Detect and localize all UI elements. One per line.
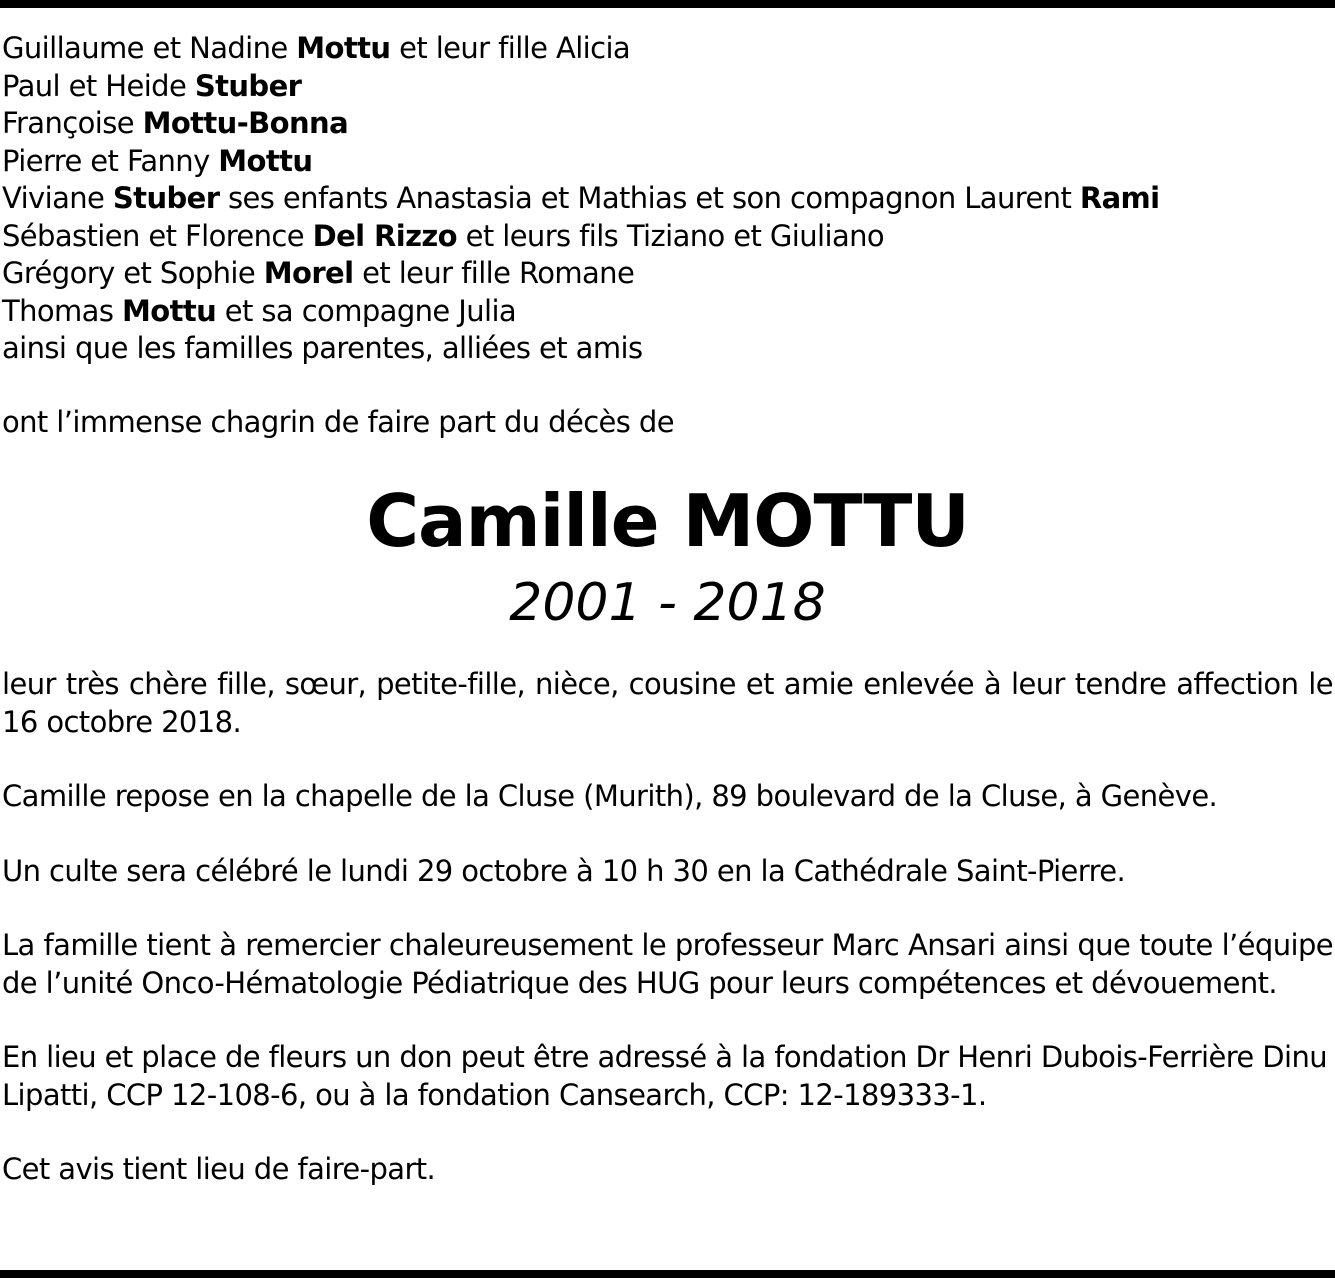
spacer	[2, 741, 1333, 778]
family-line	[2, 255, 1333, 293]
family-line	[2, 105, 1333, 143]
family-text: Sébastien et Florence	[2, 218, 313, 253]
spacer	[2, 816, 1333, 853]
spacer	[2, 368, 1333, 404]
family-line	[2, 293, 1333, 331]
family-text: et leur fille Alicia	[390, 31, 631, 65]
rest-paragraph: Camille repose en la chapelle de la Cluse (Murith), 89 boulevard de la Cluse, à Genève.	[2, 779, 1218, 813]
family-line	[2, 180, 1333, 218]
bottom-rule	[0, 1270, 1335, 1278]
deceased-name: Camille MOTTU	[366, 479, 969, 563]
family-surname: Morel	[263, 256, 354, 290]
top-rule	[0, 0, 1335, 8]
announcement-text: ont l’immense chagrin de faire part du décès de	[2, 404, 674, 439]
thanks-paragraph: La famille tient à remercier chaleureusement le professeur Marc Ansari ainsi que toute l’équipe de l’unité Onco-Hématologie Pédiatrique des HUG pour leurs compétences et dévouement.	[2, 928, 1333, 1000]
family-surname: Stuber	[194, 68, 302, 103]
family-text: Pierre et Fanny	[2, 143, 219, 178]
family-text: et leurs fils Tiziano et Giuliano	[456, 218, 885, 253]
family-surname: Mottu	[122, 293, 217, 328]
family-text: et leur fille Romane	[353, 256, 635, 290]
family-line	[2, 143, 1333, 181]
life-years: 2001 - 2018	[509, 573, 826, 633]
family-line	[2, 30, 1333, 68]
family-text: Guillaume et Nadine	[2, 31, 297, 65]
family-surname: Mottu	[296, 31, 391, 65]
family-text: Viviane	[2, 181, 113, 215]
family-surname: Stuber	[112, 181, 220, 215]
family-text: et sa compagne Julia	[216, 293, 517, 328]
description-paragraph: leur très chère fille, sœur, petite-fille, nièce, cousine et amie enlevée à leur tendre affection le 16 octobre 2018.	[2, 667, 1333, 739]
families-line: ainsi que les familles parentes, alliées et amis	[2, 331, 643, 365]
family-text: Grégory et Sophie	[2, 256, 264, 290]
obituary-notice	[2, 30, 1333, 1189]
spacer	[2, 1114, 1333, 1151]
donation-paragraph: En lieu et place de fleurs un don peut être adressé à la fondation Dr Henri Dubois-Ferrière Dinu Lipatti, CCP 12-108-6, ou à la fondation Cansearch, CCP: 12-189333-1.	[2, 1040, 1328, 1112]
family-text: Paul et Heide	[2, 68, 195, 103]
family-surname: Del Rizzo	[312, 218, 457, 253]
family-text: Thomas	[2, 293, 122, 328]
family-text: Françoise	[2, 106, 143, 140]
family-line	[2, 218, 1333, 256]
service-paragraph: Un culte sera célébré le lundi 29 octobre à 10 h 30 en la Cathédrale Saint-Pierre.	[2, 853, 1126, 888]
family-surname: Mottu-Bonna	[142, 106, 349, 140]
closing-paragraph: Cet avis tient lieu de faire-part.	[2, 1152, 436, 1186]
family-surname: Mottu	[218, 143, 313, 178]
family-text: ses enfants Anastasia et Mathias et son compagnon Laurent	[219, 181, 1080, 215]
family-surname: Rami	[1079, 181, 1160, 215]
spacer	[2, 890, 1333, 927]
spacer	[2, 1002, 1333, 1039]
family-line	[2, 68, 1333, 106]
